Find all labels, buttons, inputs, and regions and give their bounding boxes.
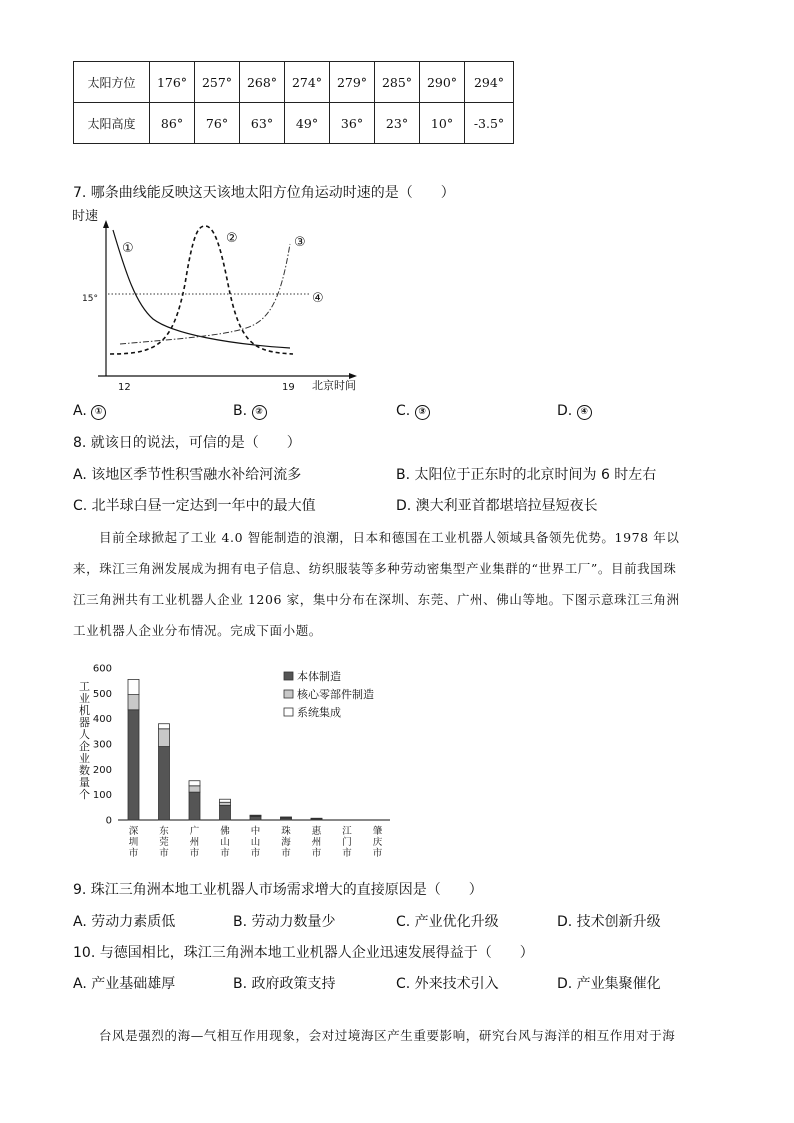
- ylabel-char: 量: [79, 776, 90, 789]
- ylabel-char: 业: [79, 752, 90, 765]
- category-char: 市: [189, 848, 200, 859]
- option-c[interactable]: C. 北半球白昼一定达到一年中的最大值: [73, 498, 316, 514]
- category-char: 珠: [281, 826, 291, 837]
- category-char: 市: [159, 848, 169, 859]
- option-d[interactable]: D. 产业集聚催化: [557, 976, 661, 992]
- table-cell: 268°: [240, 62, 285, 103]
- bar-segment: [220, 802, 231, 805]
- bar-segment: [189, 786, 200, 792]
- category-char: 山: [250, 837, 261, 848]
- option-mark: ④: [577, 405, 592, 420]
- category-char: 惠: [311, 826, 322, 837]
- option-letter: D.: [557, 403, 573, 419]
- legend-label: 系统集成: [297, 706, 341, 719]
- bar-segment: [220, 799, 231, 802]
- speed-curve-figure: [68, 204, 368, 396]
- category-char: 市: [220, 848, 230, 859]
- option-letter: B.: [233, 403, 248, 419]
- question-9-stem: 9. 珠江三角洲本地工业机器人市场需求增大的直接原因是（ ）: [73, 882, 483, 898]
- category-char: 佛: [220, 826, 230, 837]
- curve-label: ③: [294, 235, 306, 250]
- bar-segment: [128, 710, 139, 820]
- category-char: 市: [281, 848, 291, 859]
- bar-segment: [128, 695, 139, 710]
- category-char: 深: [128, 826, 139, 837]
- option-letter: C.: [396, 403, 411, 419]
- category-char: 圳: [128, 837, 139, 848]
- table-cell: 49°: [285, 103, 330, 144]
- x-tick-label: 12: [118, 382, 131, 393]
- table-row: [74, 103, 514, 144]
- x-axis-categories: [129, 825, 383, 859]
- option-a[interactable]: A. 产业基础雄厚: [73, 976, 176, 992]
- bars: [128, 679, 322, 820]
- category-char: 江: [342, 826, 352, 837]
- category-char: 东: [159, 826, 169, 837]
- table-cell: 10°: [420, 103, 465, 144]
- bar-segment: [189, 792, 200, 820]
- option-d[interactable]: D. 技术创新升级: [557, 914, 661, 930]
- table-cell: 86°: [150, 103, 195, 144]
- y-axis-arrow: [103, 220, 109, 228]
- option-a[interactable]: A. 该地区季节性积雪融水补给河流多: [73, 467, 302, 483]
- sun-data-table: [73, 61, 514, 144]
- ylabel-char: 业: [79, 692, 90, 705]
- legend-label: 本体制造: [297, 670, 341, 683]
- y-tick-label: 400: [92, 714, 112, 726]
- x-category-label: [129, 826, 139, 859]
- y-tick-label: 300: [92, 739, 112, 751]
- category-char: 市: [342, 848, 352, 859]
- ylabel-char: 人: [79, 728, 90, 741]
- option-mark: ①: [91, 405, 106, 420]
- table-row-label: 太阳高度: [74, 103, 150, 144]
- passage-typhoon: 台风是强烈的海—气相互作用现象，会对过境海区产生重要影响，研究台风与海洋的相互作用对于海: [99, 1028, 676, 1043]
- x-category-label: [312, 825, 322, 859]
- x-tick-label: 19: [282, 382, 295, 393]
- category-char: 山: [220, 837, 230, 848]
- category-char: 州: [189, 837, 200, 848]
- figure-xlabel: 北京时间: [312, 379, 356, 392]
- table-cell: 176°: [150, 62, 195, 103]
- category-char: 市: [128, 848, 139, 859]
- option-mark: ②: [252, 405, 267, 420]
- table-cell: 23°: [375, 103, 420, 144]
- x-category-label: [159, 825, 169, 859]
- table-row-label: 太阳方位: [74, 62, 150, 103]
- category-char: 庆: [372, 837, 383, 848]
- table-cell: -3.5°: [465, 103, 514, 144]
- question-8-stem: 8. 就该日的说法，可信的是（ ）: [73, 435, 301, 451]
- ylabel-char: 个: [79, 788, 90, 801]
- y-tick-label: 100: [92, 790, 112, 802]
- x-category-label: [373, 825, 383, 859]
- table-cell: 279°: [330, 62, 375, 103]
- table-cell: 285°: [375, 62, 420, 103]
- question-10-stem: 10. 与德国相比，珠江三角洲本地工业机器人企业迅速发展得益于（ ）: [73, 945, 534, 961]
- category-char: 市: [250, 848, 261, 859]
- ylabel-char: 工: [79, 680, 90, 693]
- x-category-label: [220, 825, 230, 859]
- option-letter: A.: [73, 403, 87, 419]
- category-char: 莞: [159, 837, 169, 848]
- y-tick-label: 500: [92, 688, 112, 700]
- option-b[interactable]: B. 太阳位于正东时的北京时间为 6 时左右: [396, 467, 657, 483]
- category-char: 市: [311, 848, 322, 859]
- ylabel-char: 机: [79, 704, 90, 717]
- y-tick-label: 15°: [82, 294, 98, 304]
- y-axis-ticks: [93, 664, 112, 827]
- passage-line: 工业机器人企业分布情况。完成下面小题。: [73, 623, 322, 638]
- category-char: 州: [311, 837, 322, 848]
- table-cell: 257°: [195, 62, 240, 103]
- option-a[interactable]: A. 劳动力素质低: [73, 914, 176, 930]
- option-d[interactable]: D. 澳大利亚首都堪培拉昼短夜长: [396, 498, 598, 514]
- passage-line: 江三角洲共有工业机器人企业 1206 家，集中分布在深圳、东莞、广州、佛山等地。下图示意珠江三角洲: [73, 592, 680, 607]
- option-d[interactable]: [557, 402, 592, 420]
- option-b[interactable]: B. 劳动力数量少: [233, 914, 336, 930]
- bar-segment: [250, 815, 261, 816]
- bar-segment: [220, 805, 231, 820]
- ylabel-char: 企: [79, 740, 90, 753]
- option-c[interactable]: C. 产业优化升级: [396, 914, 499, 930]
- curve-label: ①: [122, 241, 134, 256]
- legend-swatch: [284, 672, 293, 680]
- chart-legend: [284, 669, 374, 719]
- table-cell: 36°: [330, 103, 375, 144]
- figure-ylabel: 时速: [72, 209, 99, 224]
- curve-3: [120, 244, 290, 344]
- category-char: 广: [189, 826, 200, 837]
- legend-swatch: [284, 708, 293, 716]
- legend-label: 核心零部件制造: [297, 688, 374, 701]
- curve-2: [110, 226, 293, 354]
- passage-line: 目前全球掀起了工业 4.0 智能制造的浪潮，日本和德国在工业机器人领域具备领先优势。1978 年以: [99, 530, 680, 545]
- legend-swatch: [284, 690, 293, 698]
- y-tick-label: 0: [105, 815, 112, 827]
- robot-enterprise-bar-chart: [72, 658, 392, 868]
- table-cell: 290°: [420, 62, 465, 103]
- curve-label: ④: [312, 291, 324, 306]
- bar-segment: [250, 816, 261, 820]
- curve-label: ②: [226, 231, 238, 246]
- x-category-label: [342, 826, 352, 859]
- table-cell: 63°: [240, 103, 285, 144]
- table-cell: 76°: [195, 103, 240, 144]
- category-char: 中: [250, 826, 261, 837]
- category-char: 肇: [372, 826, 383, 837]
- x-category-label: [190, 825, 200, 859]
- bar-segment: [128, 679, 139, 694]
- option-mark: ③: [415, 405, 430, 420]
- table-cell: 294°: [465, 62, 514, 103]
- bar-segment: [159, 747, 170, 820]
- passage-line: 来，珠江三角洲发展成为拥有电子信息、纺织服装等多种劳动密集型产业集群的“世界工厂”。目前我国珠: [73, 561, 677, 576]
- table-row: [74, 62, 514, 103]
- bar-segment: [159, 724, 170, 729]
- option-c[interactable]: C. 外来技术引入: [396, 976, 499, 992]
- bar-segment: [281, 817, 292, 818]
- option-a[interactable]: [73, 402, 106, 420]
- option-c[interactable]: [396, 402, 430, 420]
- category-char: 市: [372, 848, 383, 859]
- question-7-stem: 7. 哪条曲线能反映这天该地太阳方位角运动时速的是（ ）: [73, 185, 455, 201]
- x-category-label: [281, 825, 291, 859]
- bar-segment: [189, 781, 200, 786]
- table-cell: 274°: [285, 62, 330, 103]
- curve-1: [113, 230, 290, 348]
- y-tick-label: 200: [92, 764, 112, 776]
- chart-ylabel: [79, 680, 90, 801]
- category-char: 门: [342, 837, 352, 848]
- reading-passage: [73, 522, 721, 646]
- option-b[interactable]: [233, 402, 267, 420]
- x-category-label: [251, 825, 261, 859]
- category-char: 海: [281, 837, 291, 848]
- ylabel-char: 器: [79, 716, 90, 729]
- bar-segment: [159, 729, 170, 747]
- option-b[interactable]: B. 政府政策支持: [233, 976, 336, 992]
- ylabel-char: 数: [79, 764, 90, 777]
- y-tick-label: 600: [92, 663, 112, 675]
